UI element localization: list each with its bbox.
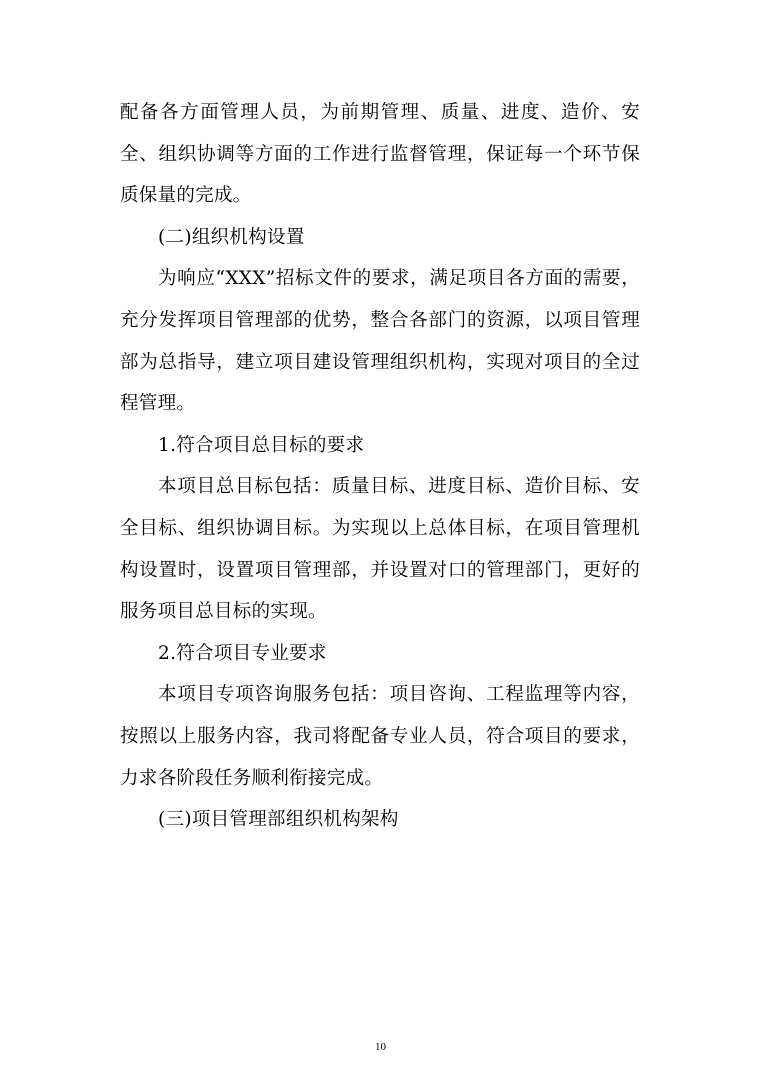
page-content: [120, 92, 640, 841]
page-number: 10: [375, 1041, 386, 1053]
section-heading-org-structure: (三)项目管理部组织机构架构: [158, 809, 399, 831]
section-heading-organization-setup: (二)组织机构设置: [158, 226, 305, 248]
paragraph-organization-intro: 为响应“XXX”招标文件的要求，满足项目各方面的需要，充分发挥项目管理部的优势，整合各部门的资源，以项目管理部为总指导，建立项目建设管理组织机构，实现对项目的全过程管理。: [120, 268, 640, 415]
paragraph-continued: 配备各方面管理人员，为前期管理、质量、进度、造价、安全、组织协调等方面的工作进行监督管理，保证每一个环节保质保量的完成。: [120, 102, 640, 207]
paragraph-professional-requirements: 本项目专项咨询服务包括：项目咨询、工程监理等内容，按照以上服务内容，我司将配备专业人员，符合项目的要求，力求各阶段任务顺利衔接完成。: [120, 684, 640, 789]
paragraph-overall-goal: 本项目总目标包括：质量目标、进度目标、造价目标、安全目标、组织协调目标。为实现以上总体目标，在项目管理机构设置时，设置项目管理部，并设置对口的管理部门，更好的服务项目总目标的实现。: [120, 476, 640, 623]
subheading-professional-requirements: 2.符合项目专业要求: [158, 642, 327, 664]
subheading-overall-goal: 1.符合项目总目标的要求: [158, 434, 365, 456]
